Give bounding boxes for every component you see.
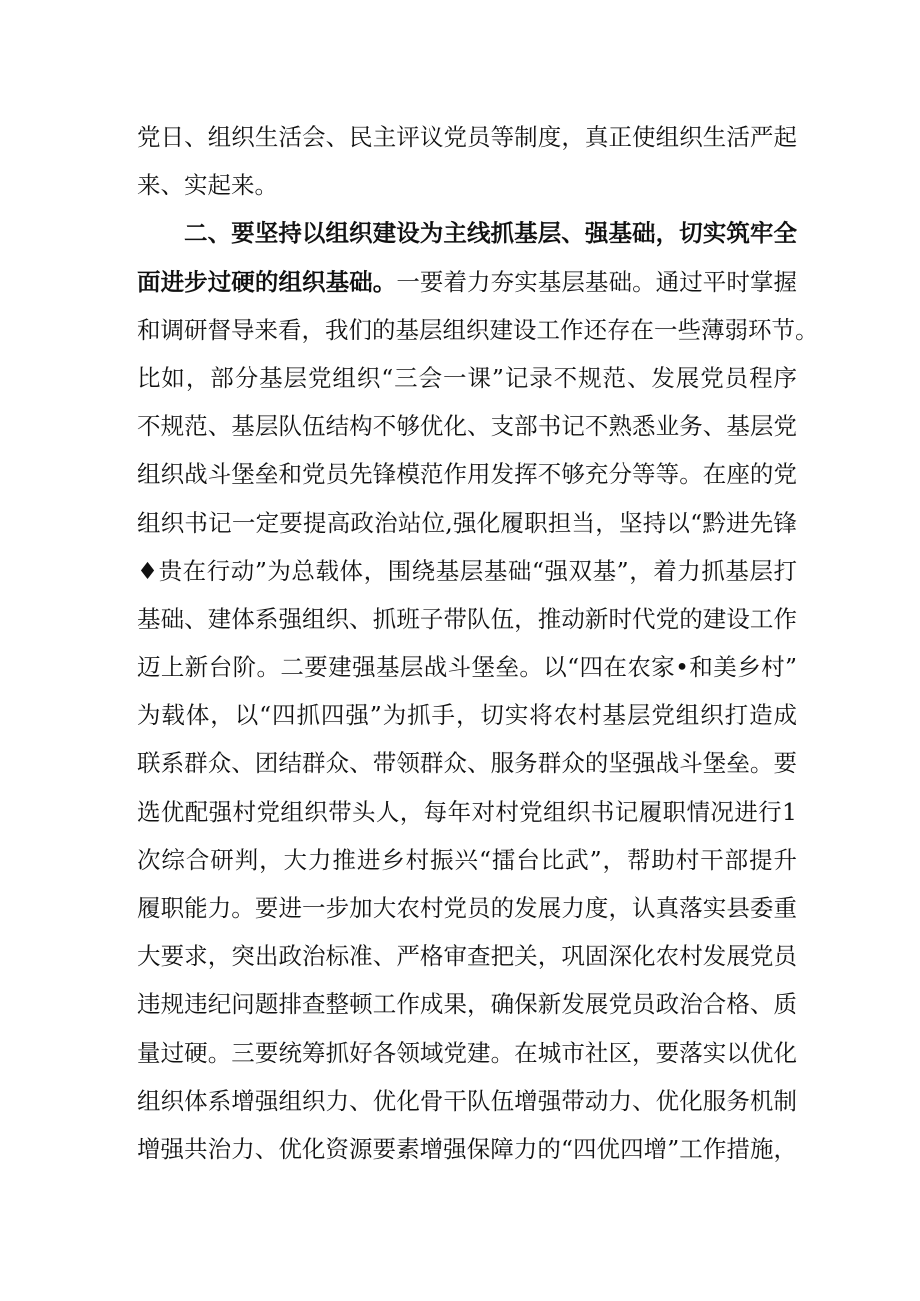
text-line-13: 为载体，以“四抓四强”为抓手，切实将农村基层党组织打造成 xyxy=(137,701,797,730)
text-line-4-rest: 一要着力夯实基层基础。通过平时掌握 xyxy=(396,267,798,296)
text-line-17: 履职能力。要进一步加大农村党员的发展力度，认真落实县委重 xyxy=(137,894,797,922)
text-line-14: 联系群众、团结群众、带领群众、服务群众的坚强战斗堡垒。要 xyxy=(137,749,797,778)
text-line-1: 党日、组织生活会、民主评议党员等制度，真正使组织生活严起 xyxy=(137,123,797,151)
text-line-18: 大要求，突出政治标准、严格审查把关，巩固深化农村发展党员 xyxy=(137,942,797,971)
text-line-5: 和调研督导来看，我们的基层组织建设工作还存在一些薄弱环节。 xyxy=(137,315,819,344)
text-line-12: 迈上新台阶。二要建强基层战斗堡垒。以“四在农家•和美乡村” xyxy=(137,653,797,682)
text-line-2: 来、实起来。 xyxy=(137,171,278,200)
text-line-22: 增强共治力、优化资源要素增强保障力的“四优四增”工作措施， xyxy=(137,1134,797,1163)
section-heading-line-2: 面进步过硬的组织基础。 xyxy=(137,267,397,296)
text-line-20: 量过硬。三要统筹抓好各领域党建。在城市社区，要落实以优化 xyxy=(137,1038,797,1067)
section-heading-line-1: 二、要坚持以组织建设为主线抓基层、强基础，切实筑牢全 xyxy=(184,219,797,248)
text-line-4 xyxy=(137,258,797,306)
text-line-6: 比如，部分基层党组织“三会一课”记录不规范、发展党员程序 xyxy=(137,363,797,392)
text-line-10: ♦贵在行动”为总载体，围绕基层基础“强双基”，着力抓基层打 xyxy=(137,556,797,585)
text-line-15: 选优配强村党组织带头人，每年对村党组织书记履职情况进行1 xyxy=(137,797,797,826)
text-line-8: 组织战斗堡垒和党员先锋模范作用发挥不够充分等等。在座的党 xyxy=(137,460,797,489)
text-line-11: 基础、建体系强组织、抓班子带队伍，推动新时代党的建设工作 xyxy=(137,604,797,633)
text-line-16: 次综合研判，大力推进乡村振兴“擂台比武”，帮助村干部提升 xyxy=(137,845,797,874)
text-line-7: 不规范、基层队伍结构不够优化、支部书记不熟悉业务、基层党 xyxy=(137,412,797,441)
body-text xyxy=(137,113,819,1173)
text-line-19: 违规违纪问题排查整顿工作成果，确保新发展党员政治合格、质 xyxy=(137,990,797,1019)
text-line-9: 组织书记一定要提高政治站位,强化履职担当，坚持以“黔进先锋 xyxy=(137,508,797,537)
text-line-21: 组织体系增强组织力、优化骨干队伍增强带动力、优化服务机制 xyxy=(137,1086,797,1115)
